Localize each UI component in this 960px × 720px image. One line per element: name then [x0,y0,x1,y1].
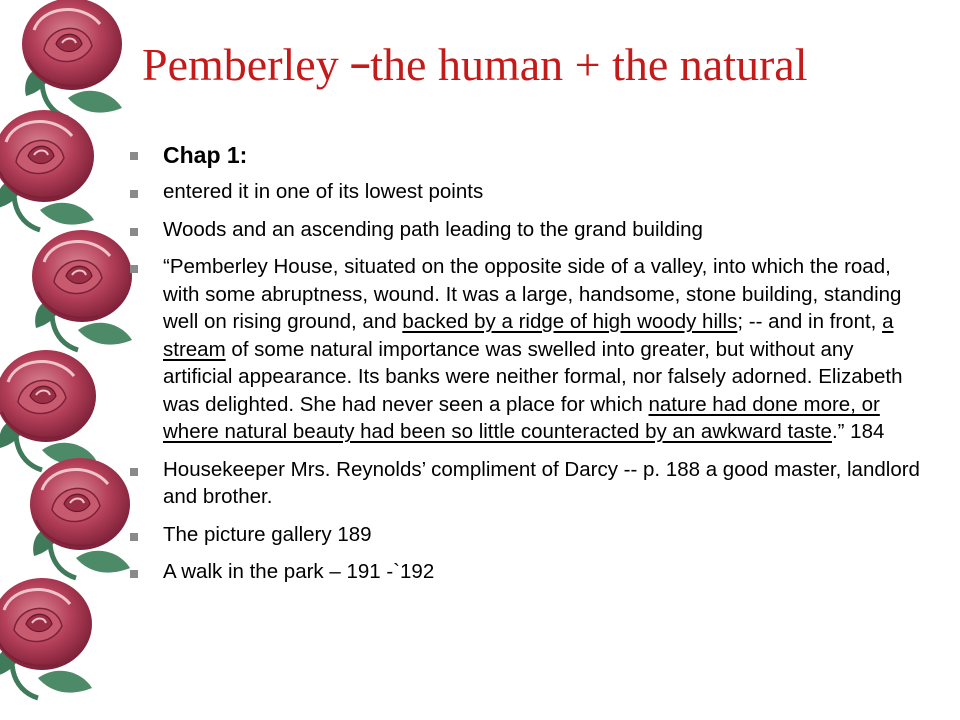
bullet-item [130,216,920,244]
rose-image-6 [0,578,92,698]
square-bullet-icon [130,152,138,160]
rose-image-2 [0,110,94,230]
bullet-text: Woods and an ascending path leading to the grand building [163,217,703,241]
square-bullet-icon [130,190,138,198]
bullet-text: entered it in one of its lowest points [163,180,484,203]
quote-text: “Pemberley House, situated on the opposite side of a valley, into which the road, with some abruptness, wound. It was a large, handsome, stone building, standing well on rising ground, and [163,255,902,333]
underlined-phrase: nature had done more, or where natural beauty had been so little counteracted by an awkward taste [163,392,880,443]
square-bullet-icon [130,533,138,541]
slide-title [142,38,808,91]
square-bullet-icon [130,228,138,236]
square-bullet-icon [130,570,138,578]
bullet-item [130,456,920,511]
quote-text: .” 184 [831,420,885,443]
rose-image-4 [0,350,96,470]
square-bullet-icon [130,468,138,476]
underlined-phrase: a stream [163,310,894,361]
rose-image-3 [32,230,132,350]
bullet-item [130,178,920,206]
rose-border-decoration [0,0,132,720]
bullet-item-quote [130,253,920,446]
underlined-phrase: backed by a ridge of high woody hills [402,310,738,333]
quote-text: ; -- and in front, [737,310,883,333]
bullet-text: Housekeeper Mrs. Reynolds’ compliment of Darcy -- p. 188 a good master, landlord and brother. [163,457,920,508]
title-subtitle: the human + the natural [370,39,808,90]
bullet-list [130,140,920,596]
quote-text: of some natural importance was swelled into greater, but without any artificial appearance. Its banks were neither formal, nor falsely adorned. Elizabeth was delighted. She had never seen a place for which [163,337,903,416]
bullet-text: Chap 1: [163,142,248,168]
bullet-text: The picture gallery 189 [163,522,372,546]
square-bullet-icon [130,265,138,273]
title-dash: – [350,43,371,84]
rose-image-1 [22,0,122,118]
rose-image-5 [30,458,130,578]
title-main: Pemberley [142,39,351,90]
bullet-item [130,558,920,586]
bullet-text: A walk in the park – 191 -`192 [163,560,435,583]
bullet-item-chapter [130,140,920,170]
bullet-item [130,521,920,549]
